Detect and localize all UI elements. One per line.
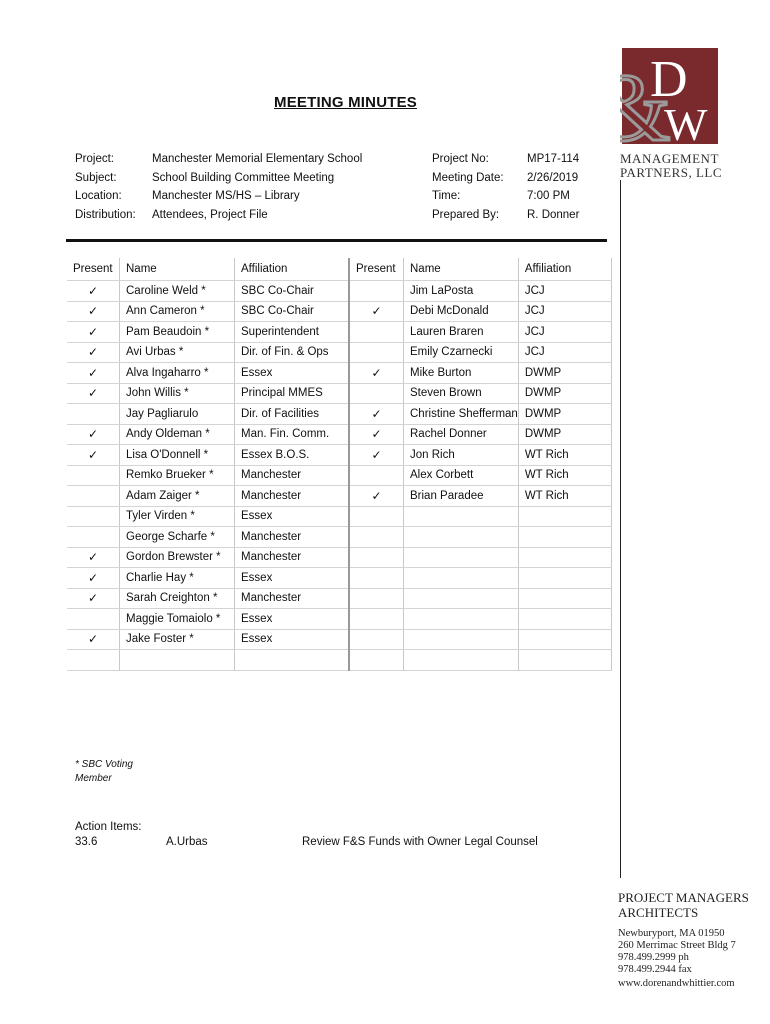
attendee-affiliation: SBC Co-Chair: [235, 301, 350, 322]
time-value: 7:00 PM: [527, 190, 570, 202]
attendee-name: Lisa O'Donnell *: [120, 445, 235, 466]
attendee-name: Ann Cameron *: [120, 301, 235, 322]
present-cell: [67, 609, 120, 630]
attendee-affiliation: DWMP: [518, 363, 611, 384]
svg-text:W: W: [664, 99, 708, 144]
svg-text:&: [620, 54, 671, 144]
action-items: [75, 820, 141, 835]
table-row: [67, 506, 611, 527]
attendee-affiliation: Essex: [235, 629, 350, 650]
action-item-owner: A.Urbas: [166, 836, 208, 848]
distribution-label: Distribution:: [75, 208, 136, 221]
attendee-name: Brian Paradee: [404, 486, 519, 507]
check-mark-icon: ✓: [67, 568, 120, 589]
attendee-name: Sarah Creighton *: [120, 588, 235, 609]
header-right-labels: [432, 150, 504, 224]
attendee-name: Tyler Virden *: [120, 506, 235, 527]
project-no-label: Project No:: [432, 153, 489, 165]
attendee-name: Debi McDonald: [404, 301, 519, 322]
attendee-affiliation: [518, 547, 611, 568]
address-line-2: 260 Merrimac Street Bldg 7: [618, 940, 736, 951]
attendee-affiliation: WT Rich: [518, 465, 611, 486]
check-mark-icon: ✓: [67, 342, 120, 363]
table-row: [67, 301, 611, 322]
attendee-name: [120, 650, 235, 671]
meeting-date-value: 2/26/2019: [527, 171, 579, 184]
check-mark-icon: ✓: [67, 424, 120, 445]
attendee-affiliation: Essex: [235, 609, 350, 630]
attendee-affiliation: Superintendent: [235, 322, 350, 343]
attendee-affiliation: [518, 588, 611, 609]
table-row: [67, 363, 611, 384]
table-row: [67, 629, 611, 650]
attendee-affiliation: Essex B.O.S.: [235, 445, 350, 466]
attendee-name: Christine Shefferman: [404, 404, 519, 425]
attendance-table: [67, 258, 612, 671]
check-mark-icon: ✓: [349, 486, 404, 507]
attendee-affiliation: [518, 650, 611, 671]
attendee-affiliation: WT Rich: [518, 486, 611, 507]
firm-type: [618, 890, 749, 920]
present-cell: [349, 281, 404, 302]
table-row: [67, 588, 611, 609]
present-cell: [349, 609, 404, 630]
attendee-affiliation: Essex: [235, 506, 350, 527]
check-mark-icon: ✓: [349, 424, 404, 445]
attendee-affiliation: Dir. of Facilities: [235, 404, 350, 425]
attendee-name: Andy Oldeman *: [120, 424, 235, 445]
attendee-affiliation: JCJ: [518, 322, 611, 343]
present-cell: [349, 506, 404, 527]
phone: 978.499.2999 ph: [618, 952, 689, 963]
note-line-1: * SBC Voting: [75, 759, 133, 770]
attendee-name: Jay Pagliarulo: [120, 404, 235, 425]
check-mark-icon: ✓: [67, 547, 120, 568]
present-cell: [349, 650, 404, 671]
table-row: [67, 383, 611, 404]
attendee-affiliation: DWMP: [518, 424, 611, 445]
present-cell: [349, 383, 404, 404]
attendee-affiliation: WT Rich: [518, 445, 611, 466]
project-value: Manchester Memorial Elementary School: [152, 153, 363, 165]
page-title: MEETING MINUTES: [274, 94, 418, 111]
attendee-name: [404, 588, 519, 609]
prepared-by-value: R. Donner: [527, 208, 580, 221]
attendee-name: Caroline Weld *: [120, 281, 235, 302]
attendee-affiliation: Manchester: [235, 486, 350, 507]
present-cell: [67, 465, 120, 486]
check-mark-icon: ✓: [67, 281, 120, 302]
attendee-affiliation: DWMP: [518, 404, 611, 425]
attendee-affiliation: [518, 629, 611, 650]
dw-logo-icon: [620, 48, 720, 144]
attendee-name: Steven Brown: [404, 383, 519, 404]
svg-text:D: D: [650, 51, 688, 108]
present-cell: [67, 650, 120, 671]
table-row: [67, 342, 611, 363]
header-rule: [66, 239, 607, 242]
check-mark-icon: ✓: [67, 629, 120, 650]
attendee-affiliation: [518, 527, 611, 548]
present-cell: [349, 547, 404, 568]
footer-line-2: ARCHITECTS: [618, 905, 699, 920]
company-logo: [620, 48, 720, 144]
attendee-name: [404, 506, 519, 527]
table-row: [67, 650, 611, 671]
attendee-name: Rachel Donner: [404, 424, 519, 445]
attendee-affiliation: Man. Fin. Comm.: [235, 424, 350, 445]
attendee-affiliation: Manchester: [235, 547, 350, 568]
location-label: Location:: [75, 190, 122, 202]
attendee-name: John Willis *: [120, 383, 235, 404]
present-cell: [349, 588, 404, 609]
attendee-name: Remko Brueker *: [120, 465, 235, 486]
attendee-name: George Scharfe *: [120, 527, 235, 548]
voting-member-note: [75, 758, 133, 786]
project-no-value: MP17-114: [527, 153, 580, 165]
attendee-affiliation: [518, 506, 611, 527]
name-header-right: Name: [404, 258, 519, 281]
check-mark-icon: ✓: [67, 445, 120, 466]
attendee-affiliation: [518, 568, 611, 589]
present-cell: [349, 322, 404, 343]
footer-line-1: PROJECT MANAGERS: [618, 890, 749, 905]
present-cell: [349, 527, 404, 548]
check-mark-icon: ✓: [349, 445, 404, 466]
attendee-affiliation: Principal MMES: [235, 383, 350, 404]
table-row: [67, 568, 611, 589]
attendee-affiliation: Dir. of Fin. & Ops: [235, 342, 350, 363]
table-row: [67, 527, 611, 548]
affiliation-header: Affiliation: [235, 258, 350, 281]
attendee-name: Lauren Braren: [404, 322, 519, 343]
attendee-name: Alva Ingaharro *: [120, 363, 235, 384]
check-mark-icon: ✓: [67, 301, 120, 322]
attendee-name: Jon Rich: [404, 445, 519, 466]
attendee-name: Jim LaPosta: [404, 281, 519, 302]
check-mark-icon: ✓: [349, 404, 404, 425]
attendee-name: [404, 609, 519, 630]
action-item-number: 33.6: [75, 836, 98, 848]
attendee-name: [404, 527, 519, 548]
time-label: Time:: [432, 190, 461, 202]
check-mark-icon: ✓: [67, 363, 120, 384]
subject-value: School Building Committee Meeting: [152, 171, 335, 184]
attendee-name: Alex Corbett: [404, 465, 519, 486]
present-cell: [349, 342, 404, 363]
attendee-affiliation: JCJ: [518, 281, 611, 302]
logo-line-2: PARTNERS, LLC: [620, 165, 723, 180]
attendee-name: Maggie Tomaiolo *: [120, 609, 235, 630]
attendee-affiliation: Essex: [235, 363, 350, 384]
attendee-affiliation: SBC Co-Chair: [235, 281, 350, 302]
attendee-affiliation: JCJ: [518, 301, 611, 322]
attendee-name: Charlie Hay *: [120, 568, 235, 589]
prepared-by-label: Prepared By:: [432, 208, 500, 221]
attendee-affiliation: [518, 609, 611, 630]
attendee-name: [404, 568, 519, 589]
attendee-affiliation: Manchester: [235, 527, 350, 548]
present-header-right: Present: [349, 258, 404, 281]
logo-wordmark: [620, 152, 722, 180]
check-mark-icon: ✓: [349, 301, 404, 322]
attendee-affiliation: DWMP: [518, 383, 611, 404]
attendee-name: Jake Foster *: [120, 629, 235, 650]
present-cell: [349, 568, 404, 589]
attendee-name: [404, 650, 519, 671]
attendee-name: Mike Burton: [404, 363, 519, 384]
table-row: [67, 465, 611, 486]
attendee-name: Avi Urbas *: [120, 342, 235, 363]
attendee-name: Pam Beaudoin *: [120, 322, 235, 343]
table-row: [67, 445, 611, 466]
attendee-name: Gordon Brewster *: [120, 547, 235, 568]
check-mark-icon: ✓: [67, 588, 120, 609]
present-header: Present: [67, 258, 120, 281]
header-right-values: [527, 150, 579, 224]
attendee-affiliation: Manchester: [235, 465, 350, 486]
present-cell: [67, 506, 120, 527]
affiliation-header-right: Affiliation: [518, 258, 611, 281]
table-row: [67, 424, 611, 445]
attendee-affiliation: [235, 650, 350, 671]
table-row: [67, 281, 611, 302]
attendee-name: [404, 547, 519, 568]
attendee-name: Adam Zaiger *: [120, 486, 235, 507]
check-mark-icon: ✓: [67, 383, 120, 404]
present-cell: [349, 629, 404, 650]
attendee-name: Emily Czarnecki: [404, 342, 519, 363]
present-cell: [67, 527, 120, 548]
name-header: Name: [120, 258, 235, 281]
subject-label: Subject:: [75, 171, 117, 184]
attendee-affiliation: JCJ: [518, 342, 611, 363]
action-items-heading: Action Items:: [75, 821, 142, 833]
location-value: Manchester MS/HS – Library: [152, 190, 300, 202]
project-label: Project:: [75, 153, 114, 165]
header-left-labels: [75, 150, 136, 224]
sidebar-divider: [620, 180, 621, 878]
table-row: [67, 486, 611, 507]
website-link[interactable]: www.dorenandwhittier.com: [618, 978, 735, 989]
note-line-2: Member: [75, 773, 112, 784]
table-header-row: [67, 258, 611, 281]
present-cell: [67, 486, 120, 507]
header-left-values: [152, 150, 362, 224]
check-mark-icon: ✓: [67, 322, 120, 343]
check-mark-icon: ✓: [349, 363, 404, 384]
table-row: [67, 547, 611, 568]
present-cell: [67, 404, 120, 425]
action-item-description: Review F&S Funds with Owner Legal Counsel: [302, 836, 538, 848]
table-row: [67, 404, 611, 425]
present-cell: [349, 465, 404, 486]
address-line-1: Newburyport, MA 01950: [618, 928, 725, 939]
table-row: [67, 609, 611, 630]
firm-address: [618, 928, 736, 976]
logo-line-1: MANAGEMENT: [620, 151, 719, 166]
meeting-date-label: Meeting Date:: [432, 171, 504, 184]
attendee-name: [404, 629, 519, 650]
table-row: [67, 322, 611, 343]
distribution-value: Attendees, Project File: [152, 208, 268, 221]
attendee-affiliation: Essex: [235, 568, 350, 589]
fax: 978.499.2944 fax: [618, 964, 692, 975]
attendee-affiliation: Manchester: [235, 588, 350, 609]
